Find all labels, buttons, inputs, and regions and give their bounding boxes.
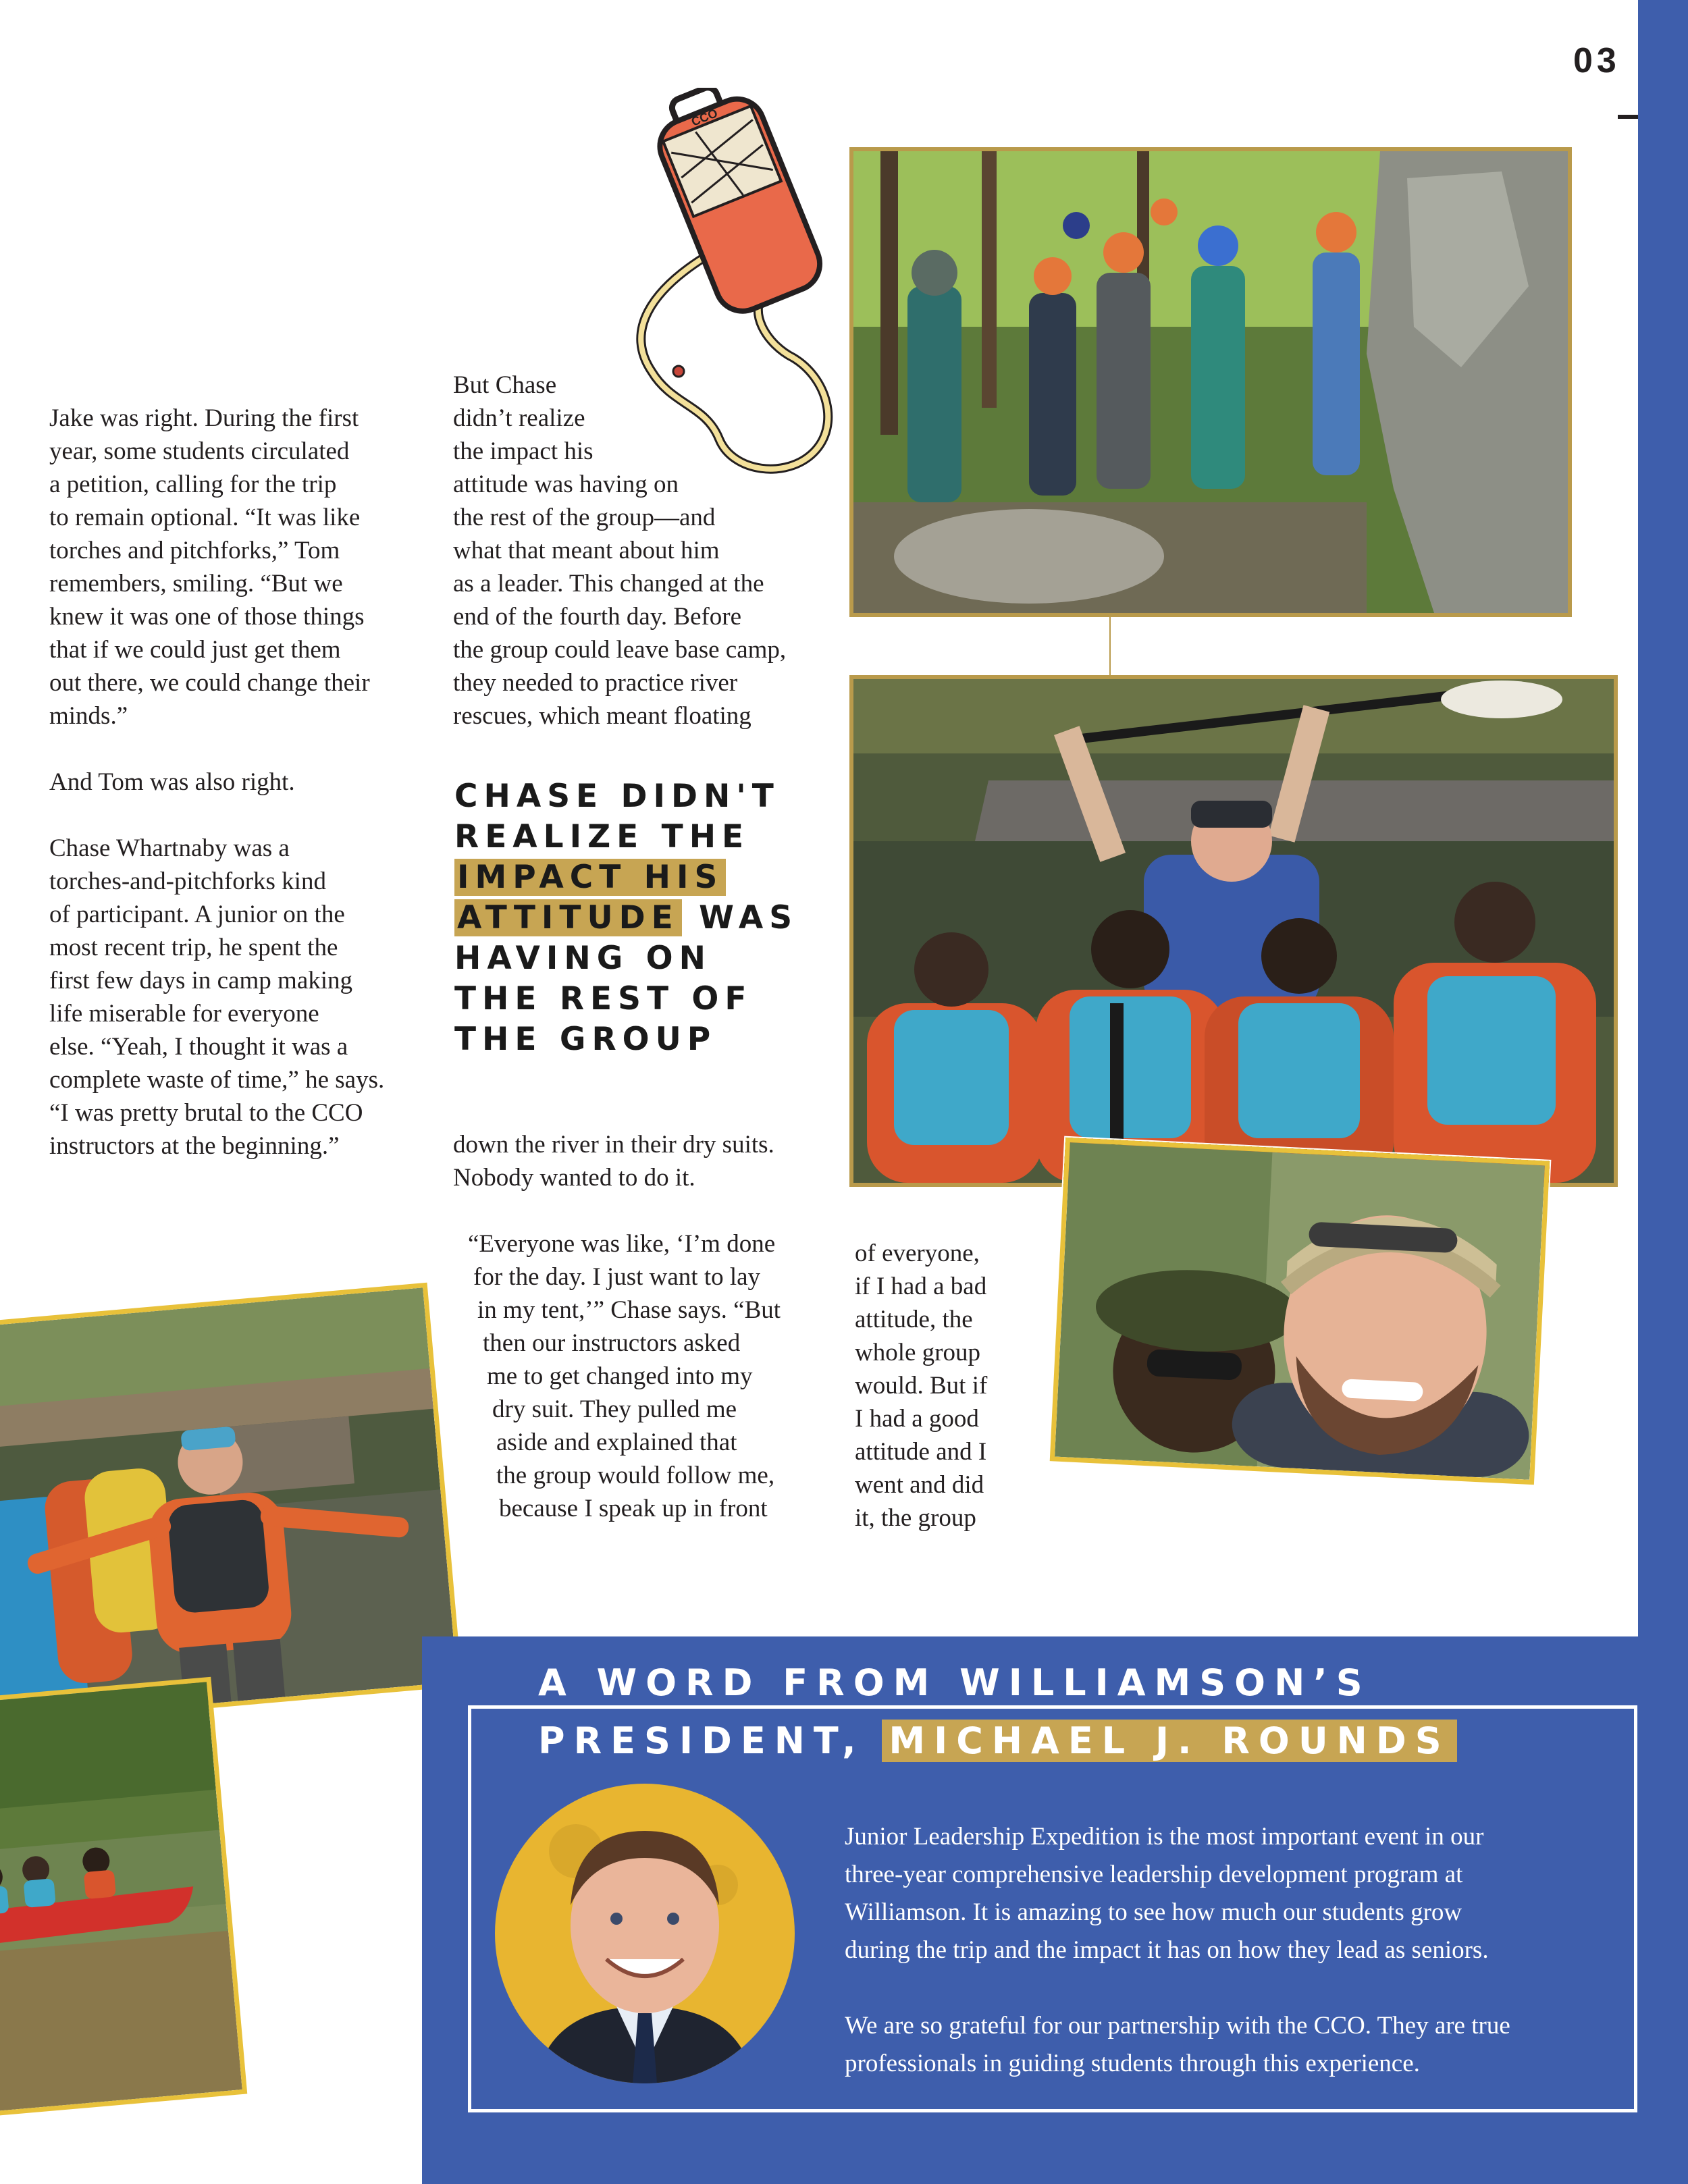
paragraph-petition xyxy=(49,402,384,733)
paragraph-chase-intro xyxy=(49,832,384,1163)
text-line: professionals in guiding students through this experience. xyxy=(845,2050,1420,2077)
pull-quote-line: HAVING ON xyxy=(454,940,712,977)
text-line: Junior Leadership Expedition is the most important event in our xyxy=(845,1823,1484,1850)
pull-quote-highlight: IMPACT HIS xyxy=(454,859,726,896)
text-line: attitude and I xyxy=(855,1438,987,1466)
text-line: remembers, smiling. “But we xyxy=(49,570,343,597)
pull-quote-line: THE REST OF xyxy=(454,980,753,1017)
text-line: dry suit. They pulled me xyxy=(492,1395,737,1423)
canoe-photo xyxy=(0,1677,247,2118)
text-line: if I had a bad xyxy=(855,1273,987,1300)
text-line: torches and pitchforks,” Tom xyxy=(49,537,340,564)
text-line: me to get changed into my xyxy=(487,1362,753,1390)
text-line: But Chase xyxy=(453,371,557,399)
president-heading-prefix: PRESIDENT, xyxy=(538,1720,865,1762)
text-line: during the trip and the impact it has on how they lead as seniors. xyxy=(845,1936,1489,1964)
text-line: went and did xyxy=(855,1471,984,1499)
text-line: “I was pretty brutal to the CCO xyxy=(49,1099,363,1127)
photo-connector-line xyxy=(1109,617,1111,675)
text-line: the impact his xyxy=(453,437,594,465)
text-line: We are so grateful for our partnership with the CCO. They are true xyxy=(845,2012,1510,2040)
page-number-dash xyxy=(1618,115,1638,119)
text-line: then our instructors asked xyxy=(483,1329,741,1357)
text-line: aside and explained that xyxy=(496,1429,737,1456)
text-line: would. But if xyxy=(855,1372,988,1400)
president-heading-line: A WORD FROM WILLIAMSON’S xyxy=(538,1661,1371,1704)
text-line: life miserable for everyone xyxy=(49,1000,319,1028)
text-line: attitude was having on xyxy=(453,471,679,498)
pull-quote-line: REALIZE THE xyxy=(454,818,750,855)
text-line: it, the group xyxy=(855,1504,976,1532)
page-number: 03 xyxy=(1573,41,1620,80)
text-line: they needed to practice river xyxy=(453,669,738,697)
text-line: Nobody wanted to do it. xyxy=(453,1164,695,1192)
text-line: “Everyone was like, ‘I’m done xyxy=(468,1230,776,1258)
text-line: didn’t realize xyxy=(453,404,585,432)
column-2-quote xyxy=(468,1227,781,1525)
text-line: out there, we could change their xyxy=(49,669,370,697)
text-line: else. “Yeah, I thought it was a xyxy=(49,1033,348,1061)
text-line: year, some students circulated xyxy=(49,437,350,465)
text-line: down the river in their dry suits. xyxy=(453,1131,774,1158)
paddle-instructor-photo xyxy=(849,675,1618,1187)
wading-instructor-photo xyxy=(0,1283,463,1728)
column-1 xyxy=(49,402,384,1163)
text-line: Jake was right. During the first xyxy=(49,404,359,432)
text-line: instructors at the beginning.” xyxy=(49,1132,340,1160)
rock-climbing-photo xyxy=(849,147,1572,617)
bag-label: CCO xyxy=(689,106,720,129)
pull-quote-highlight: ATTITUDE xyxy=(454,899,682,936)
text-line: I had a good xyxy=(855,1405,979,1433)
text-line: minds.” xyxy=(49,702,128,730)
president-heading xyxy=(538,1654,1457,1770)
text-line: rescues, which meant floating xyxy=(453,702,751,730)
text-line: Williamson. It is amazing to see how much our students grow xyxy=(845,1898,1462,1926)
column-2-cont xyxy=(453,1128,774,1194)
pull-quote-line: THE GROUP xyxy=(454,1021,717,1058)
text-line: the rest of the group—and xyxy=(453,504,716,531)
text-line: first few days in camp making xyxy=(49,967,353,994)
president-portrait xyxy=(495,1784,795,2083)
pull-quote xyxy=(454,776,833,1060)
column-3-quote-cont xyxy=(855,1237,987,1535)
text-line: end of the fourth day. Before xyxy=(453,603,742,631)
text-line: in my tent,’” Chase says. “But xyxy=(477,1296,781,1324)
smiling-instructor-photo xyxy=(1050,1138,1550,1485)
pull-quote-line: WAS xyxy=(699,899,799,936)
text-line: torches-and-pitchforks kind xyxy=(49,868,326,895)
text-line: a petition, calling for the trip xyxy=(49,471,337,498)
text-line: whole group xyxy=(855,1339,980,1366)
text-line: as a leader. This changed at the xyxy=(453,570,764,597)
text-line: of everyone, xyxy=(855,1240,980,1267)
paragraph-tom-right: And Tom was also right. xyxy=(49,768,295,796)
column-2-top xyxy=(453,369,786,733)
text-line: three-year comprehensive leadership development program at xyxy=(845,1861,1463,1888)
text-line: most recent trip, he spent the xyxy=(49,934,338,961)
text-line: of participant. A junior on the xyxy=(49,901,345,928)
text-line: to remain optional. “It was like xyxy=(49,504,361,531)
president-message-text xyxy=(845,1818,1510,2083)
text-line: the group would follow me, xyxy=(496,1462,775,1489)
president-name: MICHAEL J. ROUNDS xyxy=(882,1720,1456,1762)
text-line: knew it was one of those things xyxy=(49,603,365,631)
text-line: attitude, the xyxy=(855,1306,973,1333)
text-line: for the day. I just want to lay xyxy=(473,1263,761,1291)
text-line: complete waste of time,” he says. xyxy=(49,1066,385,1094)
pull-quote-line: CHASE DIDN'T xyxy=(454,778,780,815)
text-line: that if we could just get them xyxy=(49,636,341,664)
text-line: the group could leave base camp, xyxy=(453,636,787,664)
text-line: Chase Whartnaby was a xyxy=(49,834,290,862)
text-line: what that meant about him xyxy=(453,537,720,564)
text-line: because I speak up in front xyxy=(499,1495,768,1522)
